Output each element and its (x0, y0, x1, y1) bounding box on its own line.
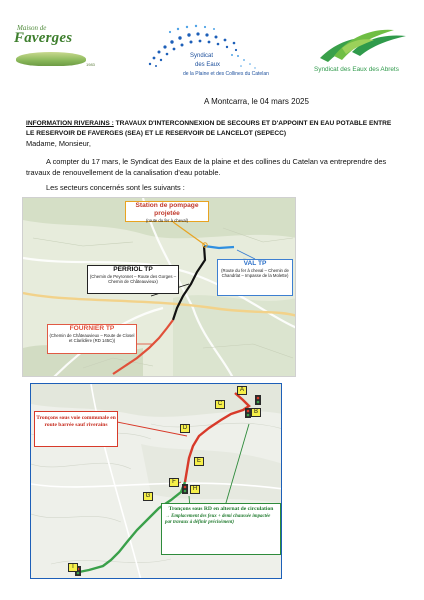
logo-left-line2: Faverges (14, 30, 73, 46)
fournier-title: FOURNIER TP (69, 325, 115, 332)
val-sub: (Route du fer à cheval – Chemin de Chandrlat – Impasse de la Molette) (221, 268, 289, 279)
val-label (217, 259, 293, 296)
logo-left-year: 1983 (86, 62, 95, 67)
letter-date: A Montcarra, le 04 mars 2025 (204, 97, 309, 106)
perriol-label (87, 265, 179, 294)
detail-map (30, 383, 282, 579)
station-label (125, 201, 209, 222)
closed-road-callout: Tronçons sous voie communale en route barrée sauf riverains (34, 411, 118, 447)
syndicat-catelan-logo (140, 20, 270, 86)
marker-i: I (68, 563, 78, 572)
alternating-traffic-callout (161, 503, 281, 555)
alternating-traffic-body: → Emplacement des feux + demi chaussée impactée par travaux à définir précisément) (165, 513, 271, 525)
sectors-intro: Les secteurs concernés sont les suivants : (46, 183, 185, 192)
station-title: Station de pompage projetée (135, 202, 199, 217)
logo-center-line3: de la Plaine et des Collines du Catelan (183, 71, 269, 77)
marker-g: G (143, 492, 153, 501)
marker-d: D (180, 424, 190, 433)
station-sub: (route du fer à cheval) (145, 218, 189, 223)
fournier-label (47, 324, 137, 354)
leaves-icon (312, 22, 412, 66)
subject-text: TRAVAUX D'INTERCONNEXION DE SECOURS ET D'APPOINT EN EAU POTABLE ENTRE LE RESERVOIR DE FAVERGES (SEA) ET LE RESERVOIR DE LANCELOT (SEPECC) (26, 120, 392, 137)
logo-left-line1: Maison de (17, 24, 47, 32)
marker-e: E (194, 457, 204, 466)
marker-b: B (251, 408, 261, 417)
letter-paragraph: A compter du 17 mars, le Syndicat des Eaux de la plaine et des collines du Catelan va entreprendre des travaux de renouvellement de la canalisation d'eau potable. (26, 157, 387, 177)
logo-center-line2: des Eaux (195, 62, 221, 68)
perriol-title: PERRIOL TP (113, 266, 153, 273)
syndicat-abrets-logo (312, 22, 412, 78)
fields-emblem (16, 52, 86, 66)
letter-greeting: Madame, Monsieur, (26, 139, 91, 148)
marker-c: C (215, 400, 225, 409)
subject-label: INFORMATION RIVERAINS : (26, 120, 114, 127)
fournier-sub: (Chemin de Châteauvieux – Route de Closel et Clarildère (RD 145C)) (49, 333, 135, 344)
letter-subject (26, 119, 396, 139)
val-title: VAL TP (243, 260, 267, 267)
marker-a: A (237, 386, 247, 395)
marker-f: F (169, 478, 179, 487)
alternating-traffic-title: Tronçons sous RD en alternat de circulation (168, 506, 274, 512)
logo-right-name: Syndicat des Eaux des Abrets (314, 66, 399, 73)
faverges-logo (14, 22, 96, 74)
logo-center-line1: Syndicat (190, 53, 214, 59)
perriol-sub: (Chemin de Peyronnet – Route des Gorges – Chemin de Châteauvieux) (89, 274, 177, 285)
overview-map (22, 197, 296, 377)
marker-h: H (190, 485, 200, 494)
